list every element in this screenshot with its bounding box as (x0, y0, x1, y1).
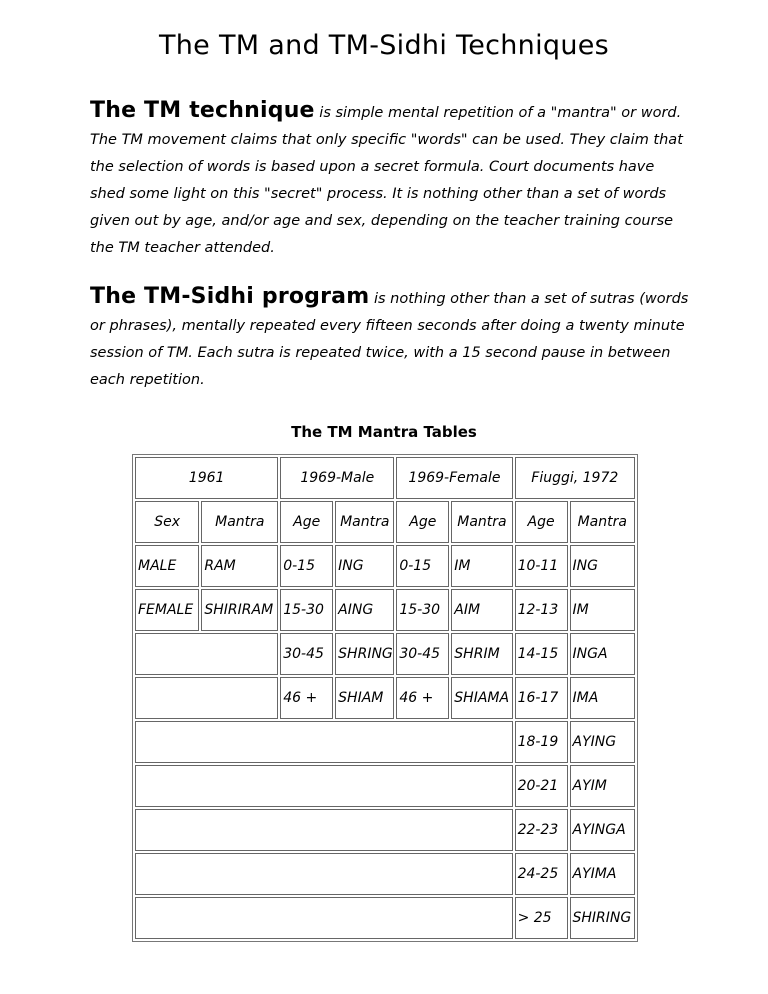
subheader-age: Age (280, 501, 333, 543)
subheader-mantra: Mantra (335, 501, 394, 543)
empty-cell (135, 721, 513, 763)
table-cell: SHRING (335, 633, 394, 675)
empty-cell (135, 809, 513, 851)
table-cell: ING (570, 545, 635, 587)
table-cell: RAM (201, 545, 278, 587)
mantra-table (132, 454, 638, 942)
table-cell: SHIRING (570, 897, 635, 939)
table-cell: AYIMA (570, 853, 635, 895)
group-header-1961: 1961 (135, 457, 278, 499)
empty-cell (135, 765, 513, 807)
tm-sidhi-paragraph (90, 283, 690, 394)
table-subheader-row (135, 501, 635, 543)
table-cell: SHIAMA (451, 677, 512, 719)
group-header-1969-male: 1969-Male (280, 457, 394, 499)
table-cell: SHIAM (335, 677, 394, 719)
table-cell: 30-45 (396, 633, 449, 675)
table-cell: IM (570, 589, 635, 631)
table-cell: 16-17 (515, 677, 568, 719)
table-cell: IM (451, 545, 512, 587)
subheader-age: Age (515, 501, 568, 543)
table-cell: AYIM (570, 765, 635, 807)
table-cell: 14-15 (515, 633, 568, 675)
group-header-fiuggi-1972: Fiuggi, 1972 (515, 457, 635, 499)
table-cell: 15-30 (396, 589, 449, 631)
table-cell: 46 + (396, 677, 449, 719)
tm-sidhi-heading: The TM-Sidhi program (90, 284, 370, 309)
table-cell: AYINGA (570, 809, 635, 851)
subheader-age: Age (396, 501, 449, 543)
table-cell: 0-15 (280, 545, 333, 587)
table-cell: 30-45 (280, 633, 333, 675)
tm-sidhi-text: is nothing other than a set of sutras (words or phrases), mentally repeated every fifteen seconds after doing a twenty minute session of TM. Each sutra is repeated twice, with a 15 second pause in between each repetition. (90, 291, 689, 388)
tm-technique-paragraph (90, 97, 690, 262)
table-cell: AYING (570, 721, 635, 763)
table-cell: 20-21 (515, 765, 568, 807)
empty-cell (135, 853, 513, 895)
table-cell: INGA (570, 633, 635, 675)
table-cell: ING (335, 545, 394, 587)
group-header-1969-female: 1969-Female (396, 457, 512, 499)
table-cell: 10-11 (515, 545, 568, 587)
table-row (135, 721, 635, 763)
table-cell: 15-30 (280, 589, 333, 631)
table-cell: 46 + (280, 677, 333, 719)
table-group-header-row (135, 457, 635, 499)
subheader-mantra: Mantra (201, 501, 278, 543)
table-cell: IMA (570, 677, 635, 719)
subheader-mantra: Mantra (570, 501, 635, 543)
table-cell: 22-23 (515, 809, 568, 851)
tm-technique-heading: The TM technique (90, 98, 315, 123)
table-caption: The TM Mantra Tables (291, 423, 477, 441)
table-cell: 12-13 (515, 589, 568, 631)
tm-technique-text: is simple mental repetition of a "mantra" or word. The TM movement claims that only specific "words" can be used. They claim that the selection of words is based upon a secret formula. Court documents have shed some light on this "secret" process. It is nothing other than a set of words given out by age, and/or age and sex, depending on the teacher training course the TM teacher attended. (90, 105, 683, 256)
table-row (135, 853, 635, 895)
table-cell: MALE (135, 545, 199, 587)
table-cell: SHIRIRAM (201, 589, 278, 631)
table-row (135, 897, 635, 939)
table-cell: AIM (451, 589, 512, 631)
table-cell: SHRIM (451, 633, 512, 675)
table-cell: 0-15 (396, 545, 449, 587)
subheader-sex: Sex (135, 501, 199, 543)
empty-cell (135, 677, 278, 719)
empty-cell (135, 633, 278, 675)
table-row (135, 809, 635, 851)
empty-cell (135, 897, 513, 939)
table-cell: 18-19 (515, 721, 568, 763)
table-row (135, 633, 635, 675)
table-row (135, 765, 635, 807)
subheader-mantra: Mantra (451, 501, 512, 543)
table-cell: FEMALE (135, 589, 199, 631)
table-cell: > 25 (515, 897, 568, 939)
table-cell: AING (335, 589, 394, 631)
table-row (135, 677, 635, 719)
table-row (135, 545, 635, 587)
table-cell: 24-25 (515, 853, 568, 895)
table-row (135, 589, 635, 631)
page-title: The TM and TM-Sidhi Techniques (158, 30, 610, 61)
